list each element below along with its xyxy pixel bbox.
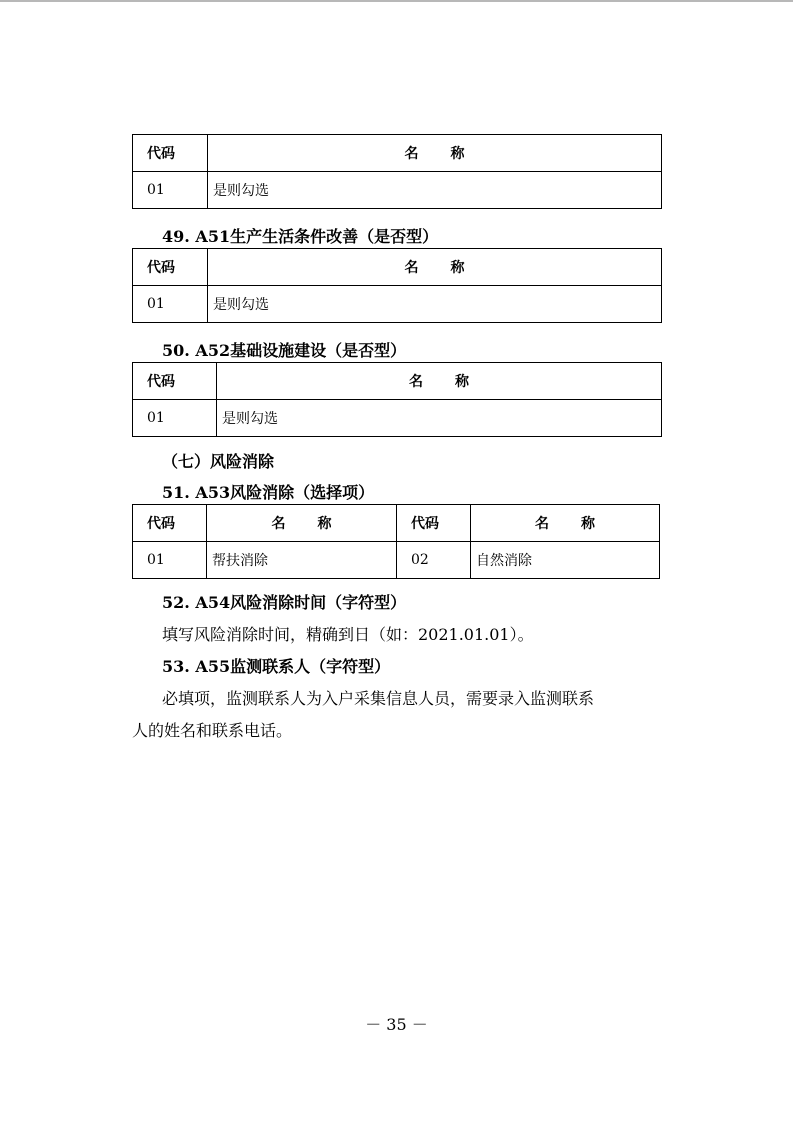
- cell-code-1: 01: [133, 542, 207, 579]
- table-header-row: [133, 363, 662, 400]
- table-header-row: [133, 249, 662, 286]
- heading-49: 49. A51生产生活条件改善（是否型）: [162, 227, 439, 246]
- table-49: [132, 248, 662, 323]
- table-header-row: [133, 135, 662, 172]
- cell-code: 01: [133, 400, 217, 437]
- header-name-2: 名称: [471, 505, 660, 542]
- cell-name: 是则勾选: [217, 400, 662, 437]
- cell-name-2: 自然消除: [471, 542, 660, 579]
- table-50: [132, 362, 662, 437]
- table-row: [133, 542, 660, 579]
- header-code: 代码: [133, 135, 208, 172]
- heading-52: 52. A54风险消除时间（字符型）: [162, 593, 407, 612]
- heading-50: 50. A52基础设施建设（是否型）: [162, 341, 407, 360]
- header-name-1: 名称: [207, 505, 397, 542]
- header-name: 名称: [208, 249, 662, 286]
- page-top-border: [0, 0, 793, 2]
- cell-code-2: 02: [397, 542, 471, 579]
- header-code: 代码: [133, 249, 208, 286]
- header-code: 代码: [133, 363, 217, 400]
- header-name: 名称: [208, 135, 662, 172]
- cell-name: 是则勾选: [208, 286, 662, 323]
- header-code-1: 代码: [133, 505, 207, 542]
- cell-name-1: 帮扶消除: [207, 542, 397, 579]
- table-row: [133, 172, 662, 209]
- cell-code: 01: [133, 172, 208, 209]
- paragraph-53-line-2: 人的姓名和联系电话。: [132, 721, 293, 740]
- heading-53: 53. A55监测联系人（字符型）: [162, 657, 391, 676]
- header-code-2: 代码: [397, 505, 471, 542]
- table-48: [132, 134, 662, 209]
- page-number: － 35 －: [365, 1015, 428, 1034]
- paragraph-52: 填写风险消除时间，精确到日（如：2021.01.01）。: [162, 625, 534, 644]
- table-row: [133, 400, 662, 437]
- heading-51: 51. A53风险消除（选择项）: [162, 483, 375, 502]
- table-51: [132, 504, 660, 579]
- section-7-title: （七）风险消除: [162, 452, 275, 471]
- paragraph-53-line-1: 必填项，监测联系人为入户采集信息人员，需要录入监测联系: [162, 689, 595, 708]
- table-row: [133, 286, 662, 323]
- header-name: 名称: [217, 363, 662, 400]
- cell-code: 01: [133, 286, 208, 323]
- cell-name: 是则勾选: [208, 172, 662, 209]
- table-header-row: [133, 505, 660, 542]
